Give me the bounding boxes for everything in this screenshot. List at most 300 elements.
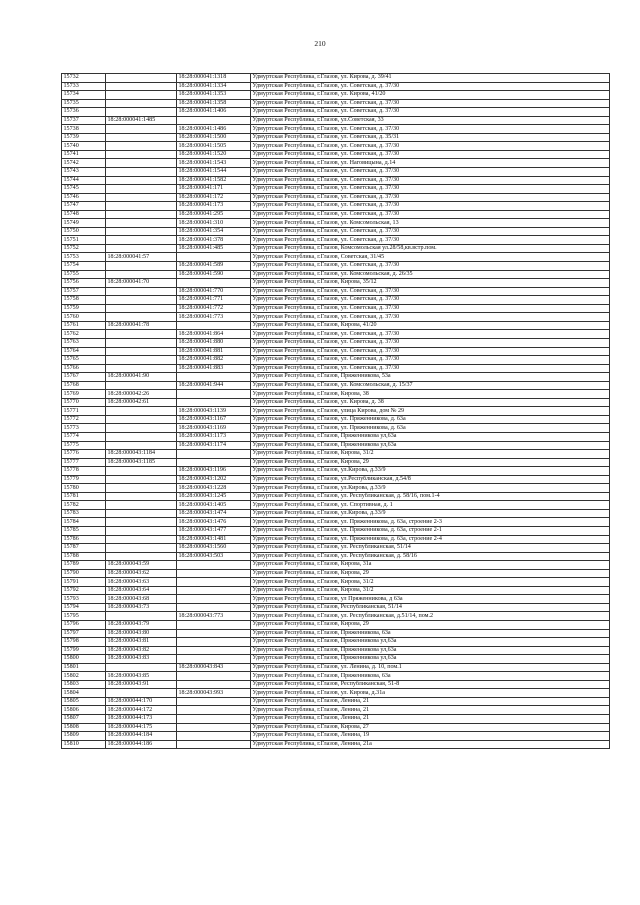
land-cadastral-number-cell: 18:28:000044:172 [106,706,177,715]
address-cell: Удмуртская Республика, г.Глазов, ул. Наговицына, д.14 [251,159,610,168]
row-number-cell: 15801 [62,663,106,672]
building-cadastral-number-cell: 18:28:000043:1169 [177,424,251,433]
land-cadastral-number-cell: 18:28:000043:81 [106,638,177,647]
land-cadastral-number-cell: 18:28:000043:85 [106,672,177,681]
building-cadastral-number-cell: 18:28:000041:1406 [177,108,251,117]
row-number-cell: 15810 [62,740,106,749]
building-cadastral-number-cell: 18:28:000041:1543 [177,159,251,168]
row-number-cell: 15776 [62,450,106,459]
building-cadastral-number-cell [177,561,251,570]
row-number-cell: 15751 [62,236,106,245]
row-number-cell: 15771 [62,407,106,416]
table-row [62,373,610,382]
land-cadastral-number-cell: 18:28:000044:173 [106,715,177,724]
building-cadastral-number-cell [177,595,251,604]
table-row [62,544,610,553]
table-row [62,578,610,587]
building-cadastral-number-cell [177,390,251,399]
row-number-cell: 15798 [62,638,106,647]
table-row [62,595,610,604]
land-cadastral-number-cell [106,612,177,621]
address-cell: Удмуртская Республика, г.Глазов, Кирова, 27 [251,723,610,732]
address-cell: Удмуртская Республика, г.Глазов, ул. Кирова, д.31а [251,689,610,698]
land-cadastral-number-cell [106,544,177,553]
land-cadastral-number-cell [106,287,177,296]
address-cell: Удмуртская Республика, г.Глазов, ул. Пряженникова, д. 63а [251,424,610,433]
table-row [62,262,610,271]
row-number-cell: 15794 [62,603,106,612]
address-cell: Удмуртская Республика, г.Глазов, Ленина, 21 [251,697,610,706]
row-number-cell: 15745 [62,185,106,194]
address-cell: Удмуртская Республика, г.Глазов, ул. Советская, д. 37/30 [251,338,610,347]
row-number-cell: 15742 [62,159,106,168]
building-cadastral-number-cell: 18:28:000041:1505 [177,142,251,151]
building-cadastral-number-cell: 18:28:000041:295 [177,210,251,219]
land-cadastral-number-cell: 18:28:000041:90 [106,373,177,382]
table-row [62,330,610,339]
address-cell: Удмуртская Республика, г.Глазов, ул. Советская, д. 37/30 [251,125,610,134]
row-number-cell: 15753 [62,253,106,262]
building-cadastral-number-cell: 18:28:000041:590 [177,270,251,279]
table-row [62,91,610,100]
row-number-cell: 15789 [62,561,106,570]
address-cell: Удмуртская Республика, г.Глазов, Республиканская, 51/14 [251,603,610,612]
row-number-cell: 15805 [62,697,106,706]
table-row [62,321,610,330]
table-row [62,398,610,407]
row-number-cell: 15799 [62,646,106,655]
land-cadastral-number-cell [106,91,177,100]
row-number-cell: 15788 [62,552,106,561]
address-cell: Удмуртская Республика, г.Глазов, Кирова, 29 [251,569,610,578]
row-number-cell: 15759 [62,304,106,313]
land-cadastral-number-cell [106,432,177,441]
table-row [62,219,610,228]
address-cell: Удмуртская Республика, г.Глазов, Пряженникова ул,63а [251,441,610,450]
address-cell: Удмуртская Республика, г.Глазов, Кирова, 29 [251,458,610,467]
address-cell: Удмуртская Республика, г.Глазов, ул. Советская, д. 37/30 [251,168,610,177]
table-row [62,492,610,501]
building-cadastral-number-cell: 18:28:000043:1245 [177,492,251,501]
table-row [62,424,610,433]
address-cell: Удмуртская Республика, г.Глазов, ул. Советская, д. 37/30 [251,193,610,202]
building-cadastral-number-cell [177,603,251,612]
row-number-cell: 15797 [62,629,106,638]
table-row [62,680,610,689]
land-cadastral-number-cell [106,150,177,159]
building-cadastral-number-cell [177,569,251,578]
building-cadastral-number-cell: 18:28:000041:1500 [177,133,251,142]
table-row [62,313,610,322]
address-cell: Удмуртская Республика, г.Глазов, ул. Советская, д. 37/30 [251,99,610,108]
land-cadastral-number-cell [106,176,177,185]
row-number-cell: 15733 [62,82,106,91]
land-cadastral-number-cell [106,424,177,433]
table-row [62,629,610,638]
table-row [62,82,610,91]
building-cadastral-number-cell: 18:28:000041:881 [177,347,251,356]
building-cadastral-number-cell [177,116,251,125]
land-cadastral-number-cell: 18:28:000044:175 [106,723,177,732]
land-cadastral-number-cell [106,236,177,245]
land-cadastral-number-cell [106,415,177,424]
building-cadastral-number-cell: 18:28:000041:1358 [177,99,251,108]
land-cadastral-number-cell [106,330,177,339]
land-cadastral-number-cell [106,347,177,356]
building-cadastral-number-cell: 18:28:000043:1476 [177,518,251,527]
row-number-cell: 15762 [62,330,106,339]
building-cadastral-number-cell: 18:28:000043:843 [177,663,251,672]
building-cadastral-number-cell: 18:28:000041:773 [177,313,251,322]
table-row [62,612,610,621]
address-cell: Удмуртская Республика, г.Глазов, улица Кирова, дом № 29 [251,407,610,416]
address-cell: Удмуртская Республика, г.Глазов, Пряженникова ул,63а [251,646,610,655]
row-number-cell: 15781 [62,492,106,501]
land-cadastral-number-cell [106,193,177,202]
table-row [62,526,610,535]
address-cell: Удмуртская Республика, г.Глазов, ул.Кирова, д.33/9 [251,509,610,518]
table-row [62,356,610,365]
address-cell: Удмуртская Республика, г.Глазов, ул. Республиканская, д.51/14, пом.2 [251,612,610,621]
land-cadastral-number-cell [106,492,177,501]
row-number-cell: 15763 [62,338,106,347]
row-number-cell: 15755 [62,270,106,279]
address-cell: Удмуртская Республика, г.Глазов, Кирова, 29 [251,621,610,630]
land-cadastral-number-cell [106,552,177,561]
address-cell: Удмуртская Республика, г.Глазов, ул.Советская, 33 [251,116,610,125]
table-row [62,270,610,279]
land-cadastral-number-cell [106,535,177,544]
building-cadastral-number-cell [177,672,251,681]
page-number: 210 [314,39,326,48]
building-cadastral-number-cell: 18:28:000043:1474 [177,509,251,518]
row-number-cell: 15770 [62,398,106,407]
land-cadastral-number-cell [106,99,177,108]
address-cell: Удмуртская Республика, г.Глазов, ул. Советская, д. 37/30 [251,347,610,356]
building-cadastral-number-cell: 18:28:000043:1167 [177,415,251,424]
address-cell: Удмуртская Республика, г.Глазов, ул. Пряженникова, д. 63а [251,415,610,424]
building-cadastral-number-cell [177,253,251,262]
land-cadastral-number-cell [106,475,177,484]
row-number-cell: 15804 [62,689,106,698]
land-cadastral-number-cell: 18:28:000043:79 [106,621,177,630]
address-cell: Удмуртская Республика, г.Глазов, ул. Советская, д. 37/30 [251,176,610,185]
land-cadastral-number-cell: 18:28:000043:62 [106,569,177,578]
land-cadastral-number-cell: 18:28:000043:83 [106,655,177,664]
table-row [62,142,610,151]
table-row [62,125,610,134]
address-cell: Удмуртская Республика, г.Глазов, Кирова, 31/2 [251,450,610,459]
row-number-cell: 15761 [62,321,106,330]
land-cadastral-number-cell [106,689,177,698]
table-row [62,663,610,672]
land-cadastral-number-cell [106,74,177,83]
land-cadastral-number-cell: 18:28:000043:64 [106,586,177,595]
row-number-cell: 15784 [62,518,106,527]
table-row [62,450,610,459]
building-cadastral-number-cell [177,638,251,647]
row-number-cell: 15741 [62,150,106,159]
row-number-cell: 15785 [62,526,106,535]
table-row [62,185,610,194]
table-row [62,561,610,570]
address-cell: Удмуртская Республика, г.Глазов, Комсомольская ул.28/58,кв.встр.пом. [251,244,610,253]
table-row [62,552,610,561]
row-number-cell: 15766 [62,364,106,373]
row-number-cell: 15779 [62,475,106,484]
address-cell: Удмуртская Республика, г.Глазов, ул. Пряженникова, д. 63а, строение 2-1 [251,526,610,535]
address-cell: Удмуртская Республика, г.Глазов, Кирова, 41/20 [251,321,610,330]
row-number-cell: 15803 [62,680,106,689]
land-cadastral-number-cell [106,407,177,416]
row-number-cell: 15792 [62,586,106,595]
building-cadastral-number-cell: 18:28:000041:171 [177,185,251,194]
land-cadastral-number-cell [106,663,177,672]
building-cadastral-number-cell: 18:28:000041:883 [177,364,251,373]
land-cadastral-number-cell: 18:28:000043:1184 [106,450,177,459]
building-cadastral-number-cell: 18:28:000041:772 [177,304,251,313]
building-cadastral-number-cell: 18:28:000041:354 [177,227,251,236]
row-number-cell: 15738 [62,125,106,134]
land-cadastral-number-cell: 18:28:000043:68 [106,595,177,604]
building-cadastral-number-cell: 18:28:000041:173 [177,202,251,211]
building-cadastral-number-cell: 18:28:000041:172 [177,193,251,202]
building-cadastral-number-cell: 18:28:000043:1481 [177,535,251,544]
row-number-cell: 15744 [62,176,106,185]
registry-table-body [62,74,610,749]
row-number-cell: 15782 [62,501,106,510]
address-cell: Удмуртская Республика, г.Глазов, ул. Советская, д. 37/30 [251,185,610,194]
table-row [62,569,610,578]
land-cadastral-number-cell [106,159,177,168]
address-cell: Удмуртская Республика, г.Глазов, Пряженникова ул,63а [251,655,610,664]
table-row [62,535,610,544]
land-cadastral-number-cell [106,296,177,305]
table-row [62,407,610,416]
row-number-cell: 15786 [62,535,106,544]
row-number-cell: 15809 [62,732,106,741]
table-row [62,176,610,185]
row-number-cell: 15800 [62,655,106,664]
address-cell: Удмуртская Республика, г.Глазов, Республиканская, 51-8 [251,680,610,689]
row-number-cell: 15780 [62,484,106,493]
table-row [62,244,610,253]
address-cell: Удмуртская Республика, г.Глазов, ул. Советская, д. 37/30 [251,150,610,159]
address-cell: Удмуртская Республика, г.Глазов, ул. Комсомольская, д. 26/35 [251,270,610,279]
building-cadastral-number-cell [177,586,251,595]
table-row [62,338,610,347]
row-number-cell: 15732 [62,74,106,83]
address-cell: Удмуртская Республика, г.Глазов, ул. Советская, д. 37/30 [251,287,610,296]
address-cell: Удмуртская Республика, г.Глазов, Ленина, 21 [251,706,610,715]
table-row [62,638,610,647]
table-row [62,304,610,313]
table-row [62,621,610,630]
address-cell: Удмуртская Республика, г.Глазов, ул. Советская, д. 37/30 [251,142,610,151]
table-row [62,432,610,441]
address-cell: Удмуртская Республика, г.Глазов, ул.Кирова, д.33/9 [251,467,610,476]
land-cadastral-number-cell [106,313,177,322]
table-row [62,279,610,288]
address-cell: Удмуртская Республика, г.Глазов, ул. Советская, д. 37/30 [251,82,610,91]
building-cadastral-number-cell [177,723,251,732]
table-row [62,381,610,390]
land-cadastral-number-cell: 18:28:000043:73 [106,603,177,612]
address-cell: Удмуртская Республика, г.Глазов, ул. Советская, д. 37/30 [251,262,610,271]
address-cell: Удмуртская Республика, г.Глазов, ул. Пряженникова, д. 63а, строение 2-4 [251,535,610,544]
building-cadastral-number-cell: 18:28:000043:1202 [177,475,251,484]
table-row [62,518,610,527]
building-cadastral-number-cell: 18:28:000041:1334 [177,82,251,91]
row-number-cell: 15754 [62,262,106,271]
address-cell: Удмуртская Республика, г.Глазов, Ленина, 19 [251,732,610,741]
address-cell: Удмуртская Республика, г.Глазов, ул. Комсомольская, д. 15/37 [251,381,610,390]
row-number-cell: 15760 [62,313,106,322]
building-cadastral-number-cell [177,655,251,664]
table-row [62,509,610,518]
row-number-cell: 15787 [62,544,106,553]
building-cadastral-number-cell [177,715,251,724]
row-number-cell: 15737 [62,116,106,125]
building-cadastral-number-cell [177,706,251,715]
land-cadastral-number-cell [106,125,177,134]
land-cadastral-number-cell [106,210,177,219]
row-number-cell: 15734 [62,91,106,100]
land-cadastral-number-cell [106,364,177,373]
building-cadastral-number-cell: 18:28:000041:1520 [177,150,251,159]
building-cadastral-number-cell: 18:28:000043:1196 [177,467,251,476]
land-cadastral-number-cell [106,168,177,177]
land-cadastral-number-cell [106,244,177,253]
address-cell: Удмуртская Республика, г.Глазов, ул. Советская, д. 37/30 [251,108,610,117]
address-cell: Удмуртская Республика, г.Глазов, ул. Советская, д. 37/30 [251,330,610,339]
building-cadastral-number-cell: 18:28:000041:589 [177,262,251,271]
address-cell: Удмуртская Республика, г.Глазов, Пряженникова, 63а [251,672,610,681]
building-cadastral-number-cell: 18:28:000041:944 [177,381,251,390]
row-number-cell: 15736 [62,108,106,117]
row-number-cell: 15773 [62,424,106,433]
row-number-cell: 15768 [62,381,106,390]
land-cadastral-number-cell [106,262,177,271]
land-cadastral-number-cell [106,133,177,142]
address-cell: Удмуртская Республика, г.Глазов, ул. Советская, д. 37/30 [251,236,610,245]
land-cadastral-number-cell [106,526,177,535]
land-cadastral-number-cell: 18:28:000043:1185 [106,458,177,467]
building-cadastral-number-cell [177,629,251,638]
table-row [62,655,610,664]
table-row [62,484,610,493]
row-number-cell: 15764 [62,347,106,356]
building-cadastral-number-cell [177,458,251,467]
building-cadastral-number-cell [177,740,251,749]
row-number-cell: 15795 [62,612,106,621]
row-number-cell: 15791 [62,578,106,587]
building-cadastral-number-cell: 18:28:000041:770 [177,287,251,296]
address-cell: Удмуртская Республика, г.Глазов, ул. Советская, д. 37/30 [251,304,610,313]
row-number-cell: 15769 [62,390,106,399]
land-cadastral-number-cell: 18:28:000044:186 [106,740,177,749]
land-cadastral-number-cell [106,338,177,347]
table-row [62,287,610,296]
building-cadastral-number-cell: 18:28:000041:1318 [177,74,251,83]
address-cell: Удмуртская Республика, г.Глазов, ул. Пряженникова, д. 63а, строение 2-3 [251,518,610,527]
building-cadastral-number-cell: 18:28:000043:1139 [177,407,251,416]
table-row [62,159,610,168]
building-cadastral-number-cell: 18:28:000041:1353 [177,91,251,100]
table-row [62,475,610,484]
row-number-cell: 15790 [62,569,106,578]
building-cadastral-number-cell [177,697,251,706]
row-number-cell: 15752 [62,244,106,253]
building-cadastral-number-cell: 18:28:000043:1173 [177,432,251,441]
row-number-cell: 15757 [62,287,106,296]
land-cadastral-number-cell [106,185,177,194]
row-number-cell: 15806 [62,706,106,715]
address-cell: Удмуртская Республика, г.Глазов, ул. Советская, д. 37/30 [251,296,610,305]
table-row [62,390,610,399]
address-cell: Удмуртская Республика, г.Глазов, ул. Республиканская, д. 58/16 [251,552,610,561]
land-cadastral-number-cell [106,108,177,117]
address-cell: Удмуртская Республика, г.Глазов, Кирова, 38 [251,390,610,399]
row-number-cell: 15772 [62,415,106,424]
building-cadastral-number-cell: 18:28:000041:864 [177,330,251,339]
building-cadastral-number-cell: 18:28:000043:1228 [177,484,251,493]
address-cell: Удмуртская Республика, г.Глазов, Ленина, 21а [251,740,610,749]
land-cadastral-number-cell [106,518,177,527]
address-cell: Удмуртская Республика, г.Глазов, Советская, 31/45 [251,253,610,262]
address-cell: Удмуртская Республика, г.Глазов, ул. Комсомольская, 13 [251,219,610,228]
land-cadastral-number-cell: 18:28:000044:170 [106,697,177,706]
address-cell: Удмуртская Республика, г.Глазов, ул. Кирова, д. 38 [251,398,610,407]
building-cadastral-number-cell: 18:28:000043:1560 [177,544,251,553]
row-number-cell: 15777 [62,458,106,467]
building-cadastral-number-cell [177,279,251,288]
address-cell: Удмуртская Республика, г.Глазов, ул. Спортивная, д. 1 [251,501,610,510]
land-cadastral-number-cell [106,484,177,493]
row-number-cell: 15749 [62,219,106,228]
table-row [62,364,610,373]
table-row [62,603,610,612]
table-row [62,697,610,706]
table-row [62,732,610,741]
row-number-cell: 15748 [62,210,106,219]
address-cell: Удмуртская Республика, г.Глазов, Пряженникова, 63а [251,629,610,638]
row-number-cell: 15793 [62,595,106,604]
building-cadastral-number-cell: 18:28:000041:485 [177,244,251,253]
table-row [62,227,610,236]
row-number-cell: 15783 [62,509,106,518]
table-row [62,740,610,749]
land-cadastral-number-cell: 18:28:000043:80 [106,629,177,638]
building-cadastral-number-cell: 18:28:000043:1174 [177,441,251,450]
land-cadastral-number-cell [106,381,177,390]
land-cadastral-number-cell [106,142,177,151]
building-cadastral-number-cell [177,450,251,459]
land-cadastral-number-cell: 18:28:000041:57 [106,253,177,262]
address-cell: Удмуртская Республика, г.Глазов, Пряженникова ул,63а [251,432,610,441]
row-number-cell: 15808 [62,723,106,732]
building-cadastral-number-cell: 18:28:000041:1582 [177,176,251,185]
building-cadastral-number-cell: 18:28:000043:993 [177,689,251,698]
land-cadastral-number-cell: 18:28:000042:26 [106,390,177,399]
address-cell: Удмуртская Республика, г.Глазов, Кирова, 31/2 [251,586,610,595]
table-row [62,501,610,510]
address-cell: Удмуртская Республика, г.Глазов, ул Пряженникова, д 63а [251,595,610,604]
address-cell: Удмуртская Республика, г.Глазов, ул. Советская, д. 37/30 [251,210,610,219]
table-row [62,168,610,177]
land-cadastral-number-cell: 18:28:000042:61 [106,398,177,407]
address-cell: Удмуртская Республика, г.Глазов, ул. Республиканская, д. 58/16, пом.1-4 [251,492,610,501]
